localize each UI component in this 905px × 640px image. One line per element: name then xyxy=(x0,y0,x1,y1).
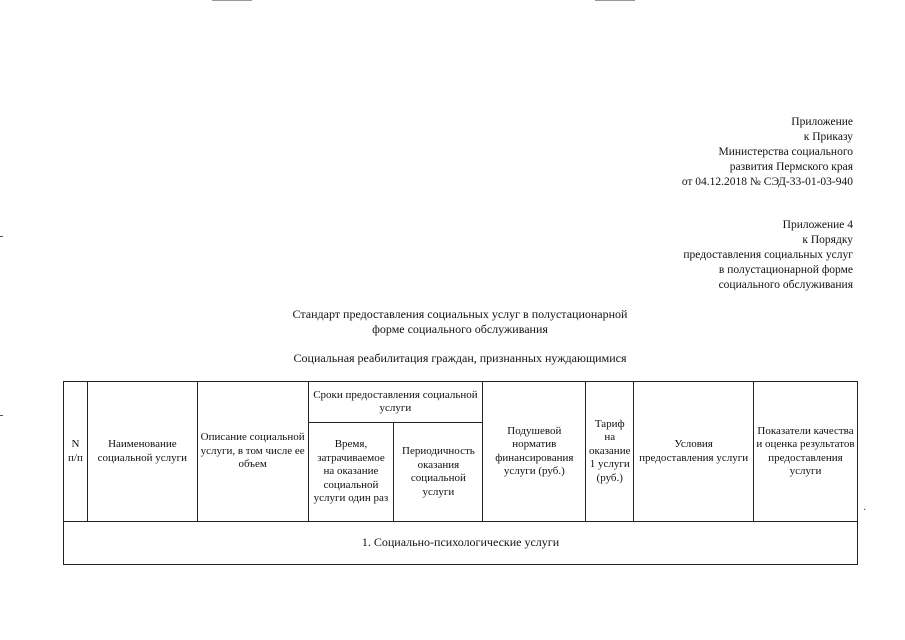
header-periodicity: Периодичность оказания социальной услуги xyxy=(394,423,483,522)
document-subtitle: Социальная реабилитация граждан, признанных нуждающимися xyxy=(293,351,627,365)
attachment-line: Приложение 4 xyxy=(782,219,853,231)
attachment-line: социального обслуживания xyxy=(718,279,853,291)
scan-edge-mark xyxy=(0,236,3,237)
attachment-line: Приложение xyxy=(791,116,853,128)
header-terms: Сроки предоставления социальной услуги xyxy=(308,382,483,423)
attachment-line: к Порядку xyxy=(802,234,853,246)
section-row xyxy=(64,522,858,565)
attachment-block-order xyxy=(682,115,853,190)
scan-edge-mark xyxy=(0,415,3,416)
attachment-line: от 04.12.2018 № СЭД-33-01-03-940 xyxy=(681,176,853,188)
header-service-name: Наименование социальной услуги xyxy=(87,382,197,522)
attachment-line: развития Пермского края xyxy=(729,161,853,173)
attachment-line: Министерства социального xyxy=(718,146,853,158)
scan-speck: · xyxy=(863,505,867,516)
header-row-top xyxy=(64,382,858,423)
document-title xyxy=(240,307,680,337)
attachment-line: предоставления социальных услуг xyxy=(683,249,853,261)
header-num: N п/п xyxy=(64,382,88,522)
scan-edge-mark xyxy=(212,0,252,1)
header-indicators: Показатели качества и оценка результатов предоставления услуги xyxy=(754,382,858,522)
header-tariff: Тариф на оказание 1 услуги (руб.) xyxy=(586,382,634,522)
title-line-1: Стандарт предоставления социальных услуг в полустационарной xyxy=(292,307,628,321)
section-title: 1. Социально-психологические услуги xyxy=(64,522,858,565)
attachment-line: в полустационарной форме xyxy=(718,264,853,276)
header-conditions: Условия предоставления услуги xyxy=(634,382,754,522)
header-norm: Подушевой норматив финансирования услуги (руб.) xyxy=(483,382,586,522)
header-description: Описание социальной услуги, в том числе ее объем xyxy=(197,382,308,522)
attachment-block-procedure xyxy=(683,218,853,293)
scan-edge-mark xyxy=(595,0,635,1)
header-time: Время, затрачиваемое на оказание социальной услуги один раз xyxy=(308,423,394,522)
attachment-line: к Приказу xyxy=(803,131,853,143)
title-line-2: форме социального обслуживания xyxy=(372,322,548,336)
standards-table xyxy=(63,381,858,565)
